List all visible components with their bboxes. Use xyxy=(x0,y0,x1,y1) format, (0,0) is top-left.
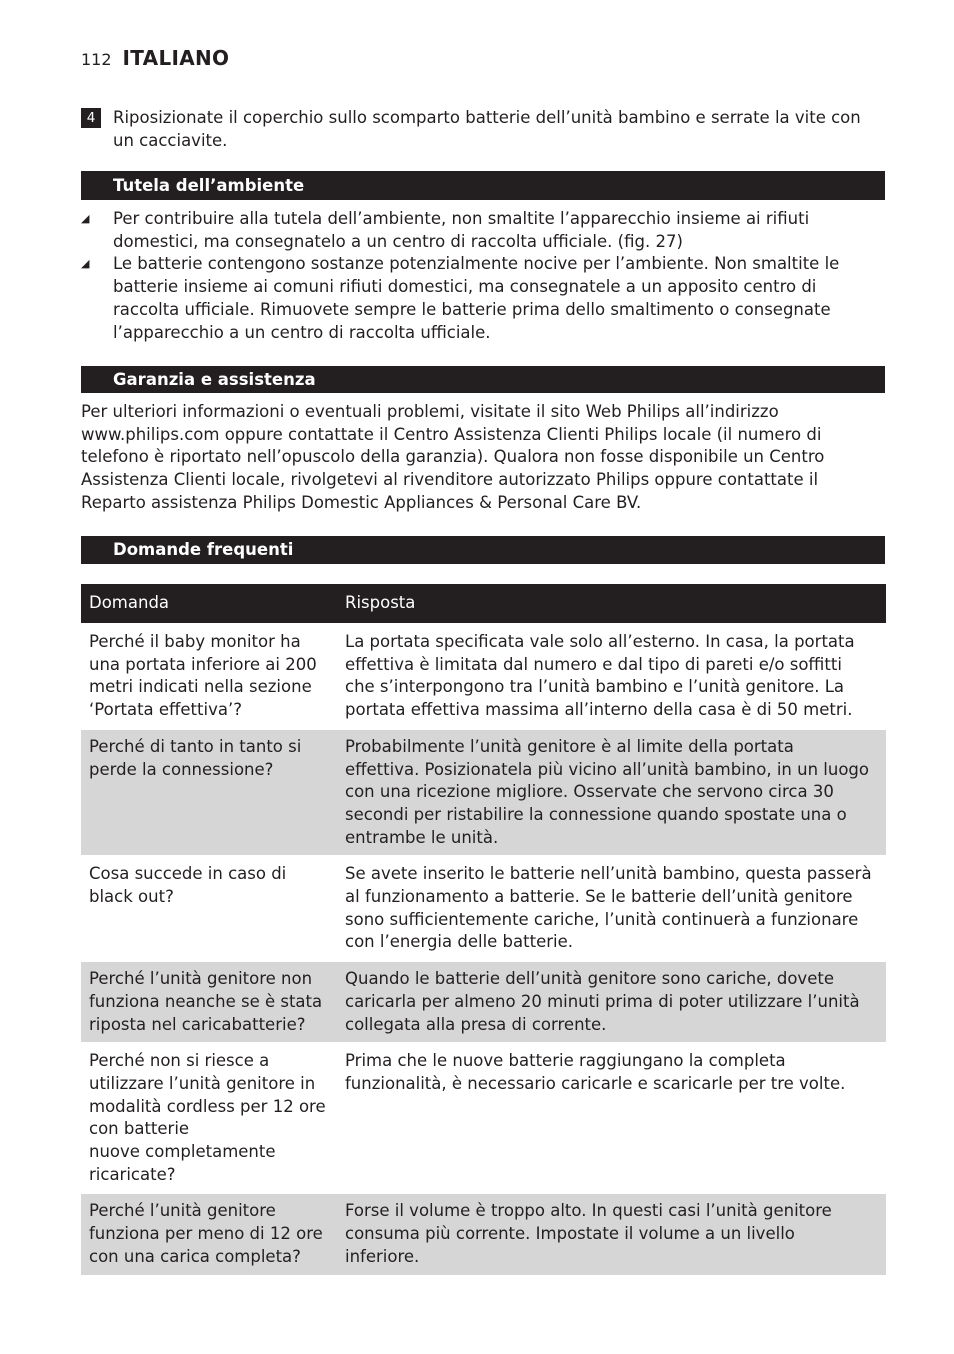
answer-cell: Forse il volume è troppo alto. In questi casi l’unità genitore consuma più corrente. Impostate il volume a un livello inferiore. xyxy=(345,1201,832,1266)
warranty-text-after: oppure contattate il Centro Assistenza Clienti Philips locale (il numero di telefono è riportato nell’opuscolo della garanzia). Qualora non fosse disponibile un Centro Assistenza Clienti locale, rivolgetevi al rivenditore autorizzato Philips oppure contattate il Reparto assistenza Philips Domestic Appliances & Personal Care BV. xyxy=(81,424,825,512)
answer-cell: Se avete inserito le batterie nell’unità bambino, questa passerà al funzionamento a batterie. Se le batterie dell’unità genitore sono sufficientemente cariche, l’unità continuerà a funzionare con l’energia delle batterie. xyxy=(345,864,872,952)
faq-table-header xyxy=(81,584,886,623)
page-header xyxy=(81,46,229,70)
warranty-paragraph xyxy=(81,401,885,515)
question-cell: Perché non si riesce a utilizzare l’unità genitore in modalità cordless per 12 ore con batterie nuove completamente ricaricate? xyxy=(89,1051,326,1184)
answer-cell: Quando le batterie dell’unità genitore sono cariche, dovete caricarla per almeno 20 minuti prima di poter utilizzare l’unità collegata alla presa di corrente. xyxy=(345,969,860,1034)
philips-website-link[interactable]: www.philips.com xyxy=(81,424,220,444)
question-cell: Perché l’unità genitore funziona per meno di 12 ore con una carica completa? xyxy=(89,1201,323,1266)
answer-cell: La portata specificata vale solo all’esterno. In casa, la portata effettiva è limitata dal numero e dal tipo di pareti e/o soffitti che s’interpongono tra l’unità bambino e l’unità genitore. La portata effettiva massima all’interno della casa è di 50 metri. xyxy=(345,632,855,720)
bullet-icon: ◢ xyxy=(81,257,90,271)
column-header-answer: Risposta xyxy=(345,593,416,613)
answer-cell: Probabilmente l’unità genitore è al limite della portata effettiva. Posizionatela più vicino all’unità bambino, in un luogo con una ricezione migliore. Osservate che servono circa 30 secondi per ristabilire la connessione quando spostate una o entrambe le unità. xyxy=(345,736,869,847)
faq-table xyxy=(81,584,886,1275)
bullet-text: Le batterie contengono sostanze potenzialmente nocive per l’ambiente. Non smaltite le batterie insieme ai comuni rifiuti domestici, ma consegnatele a un apposito centro di raccolta ufficiale. Rimuovete sempre le batterie prima dello smaltimento o consegnate l’apparecchio a un centro di raccolta ufficiale. xyxy=(113,254,840,342)
column-header-question: Domanda xyxy=(89,593,170,613)
question-cell: Perché il baby monitor ha una portata inferiore ai 200 metri indicati nella sezione ‘Portata effettiva’? xyxy=(89,632,317,720)
section-heading-warranty: Garanzia e assistenza xyxy=(81,366,885,393)
table-row xyxy=(81,1042,886,1192)
table-row xyxy=(81,960,886,1042)
question-cell: Perché l’unità genitore non funziona neanche se è stata riposta nel caricabatterie? xyxy=(89,969,323,1034)
step-item xyxy=(81,107,885,152)
section-heading-faq: Domande frequenti xyxy=(81,536,885,564)
step-number-badge: 4 xyxy=(81,108,101,128)
section-heading-environment: Tutela dell’ambiente xyxy=(81,171,885,200)
warranty-text-before: Per ulteriori informazioni o eventuali problemi, visitate il sito Web Philips all’indirizzo xyxy=(81,402,779,421)
question-cell: Perché di tanto in tanto si perde la connessione? xyxy=(89,736,302,779)
step-text: Riposizionate il coperchio sullo scomparto batterie dell’unità bambino e serrate la vite con un cacciavite. xyxy=(113,108,861,150)
bullet-icon: ◢ xyxy=(81,212,90,225)
page-language-title: ITALIANO xyxy=(122,46,230,70)
table-row xyxy=(81,1192,886,1274)
environment-bullet-list xyxy=(81,208,885,344)
table-row xyxy=(81,623,886,728)
page-number: 112 xyxy=(81,50,112,69)
table-row xyxy=(81,855,886,960)
bullet-text: Per contribuire alla tutela dell’ambiente, non smaltite l’apparecchio insieme ai rifiuti domestici, ma consegnatelo a un centro di raccolta ufficiale. (fig. 27) xyxy=(113,209,810,251)
bullet-item xyxy=(81,253,885,344)
bullet-item xyxy=(81,208,885,253)
answer-cell: Prima che le nuove batterie raggiungano la completa funzionalità, è necessario caricarle e scaricarle per tre volte. xyxy=(345,1051,846,1093)
question-cell: Cosa succede in caso di black out? xyxy=(89,864,287,907)
table-row xyxy=(81,728,886,856)
